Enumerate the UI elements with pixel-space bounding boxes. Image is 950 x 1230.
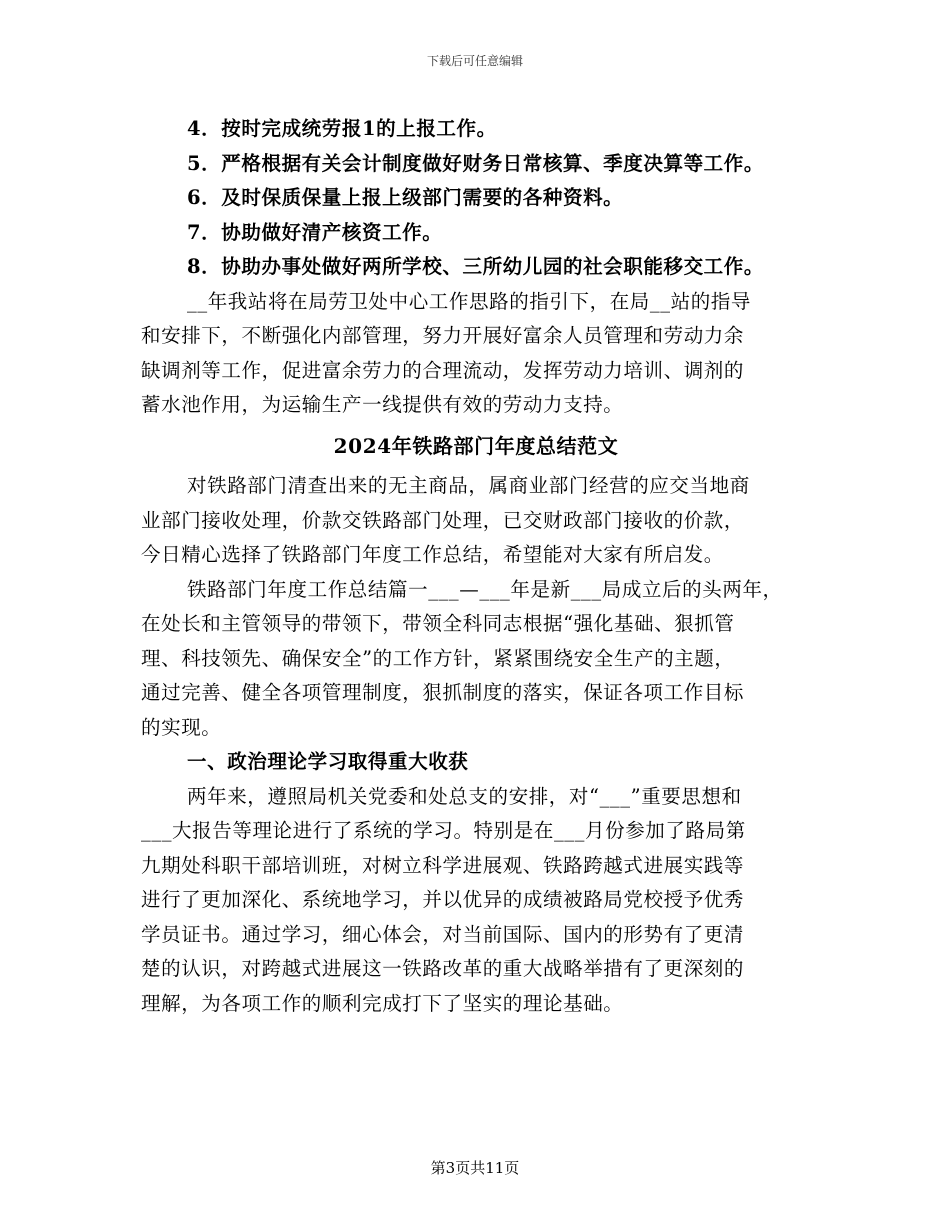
list-item: 5．严格根据有关会计制度做好财务日常核算、季度决算等工作。 bbox=[187, 151, 764, 175]
document-title: 2024年铁路部门年度总结范文 bbox=[333, 433, 619, 458]
paragraph-line: 进行了更加深化、系统地学习，并以优异的成绩被路局党校授予优秀 bbox=[141, 888, 745, 911]
paragraph bbox=[141, 780, 811, 1022]
list-item: 7．协助做好清产核资工作。 bbox=[187, 220, 443, 244]
paragraph bbox=[141, 573, 811, 746]
paragraph-line: 今日精心选择了铁路部门年度工作总结，希望能对大家有所启发。 bbox=[141, 543, 724, 566]
section-heading: 一、政治理论学习取得重大收获 bbox=[187, 750, 469, 773]
paragraph-line: ___大报告等理论进行了系统的学习。特别是在___月份参加了路局第 bbox=[141, 819, 746, 842]
list-item: 4．按时完成统劳报1的上报工作。 bbox=[187, 117, 497, 140]
paragraph-line: 缺调剂等工作，促进富余劳力的合理流动，发挥劳动力培训、调剂的 bbox=[141, 358, 745, 382]
document-body bbox=[141, 112, 811, 1021]
paragraph-line: 和安排下，不断强化内部管理，努力开展好富余人员管理和劳动力余 bbox=[141, 324, 745, 347]
list-item: 8．协助办事处做好两所学校、三所幼儿园的社会职能移交工作。 bbox=[187, 255, 764, 278]
paragraph-line: 的实现。 bbox=[141, 715, 222, 739]
paragraph-line: __年我站将在局劳卫处中心工作思路的指引下，在局__站的指导 bbox=[187, 289, 752, 313]
paragraph-line: 蓄水池作用，为运输生产一线提供有效的劳动力支持。 bbox=[141, 393, 624, 416]
list-item: 6．及时保质保量上报上级部门需要的各种资料。 bbox=[187, 186, 624, 209]
paragraph bbox=[141, 285, 811, 423]
page-footer: 第3页共11页 bbox=[430, 1159, 520, 1177]
paragraph-line: 理解，为各项工作的顺利完成打下了坚实的理论基础。 bbox=[141, 991, 624, 1015]
paragraph-line: 九期处科职干部培训班，对树立科学进展观、铁路跨越式进展实践等 bbox=[141, 853, 745, 877]
paragraph-line: 两年来，遵照局机关党委和处总支的安排，对“___”重要思想和 bbox=[187, 784, 742, 808]
paragraph-line: 对铁路部门清查出来的无主商品，属商业部门经营的应交当地商 bbox=[187, 474, 750, 497]
paragraph-line: 在处长和主管领导的带领下，带领全科同志根据“强化基础、狠抓管 bbox=[141, 612, 735, 635]
paragraph-line: 理、科技领先、确保安全”的工作方针，紧紧围绕安全生产的主题， bbox=[141, 646, 735, 670]
paragraph bbox=[141, 469, 811, 573]
paragraph-line: 通过完善、健全各项管理制度，狠抓制度的落实，保证各项工作目标 bbox=[141, 681, 745, 704]
page-header: 下载后可任意编辑 bbox=[426, 54, 523, 68]
paragraph-line: 学员证书。通过学习，细心体会，对当前国际、国内的形势有了更清 bbox=[141, 922, 745, 946]
paragraph-line: 业部门接收处理，价款交铁路部门处理，已交财政部门接收的价款， bbox=[141, 508, 745, 532]
paragraph-line: 铁路部门年度工作总结篇一___—___年是新___局成立后的头两年， bbox=[187, 577, 783, 601]
paragraph-line: 楚的认识，对跨越式进展这一铁路改革的重大战略举措有了更深刻的 bbox=[141, 957, 745, 980]
